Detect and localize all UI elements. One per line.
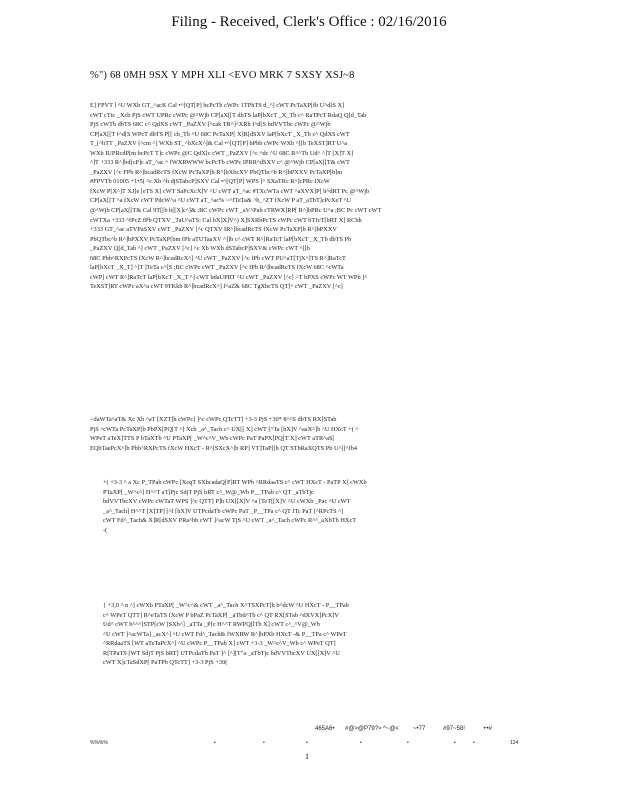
text-line: -( [103,526,108,534]
text-line: EQbTaePcX^]b Pbb^RXPcTS fXcW HXcT - R^[SXcX^]b RP] VT]TaP[[h QT STbRaXQTS Pb U^[[^fb4 [90,444,358,452]
text-line: E] FPVT l ^U WXb GT_^acK Cal •^[QT[P] bcPcTb cWPc 1TPhTS d_^] cWT PcTaXP[fb U^d[S X] [90,102,345,109]
bottom-mark: • [263,740,265,746]
bottom-mark: 124 [510,740,519,746]
text-line: PjS cWTb dbTS 68C c^ QdXS cWT _PaZXV [^cak TR^]^XRb f^d[S bdVVTbc cWPc @^Wjb [90,121,331,129]
footer-mark: ~•77 [413,726,426,732]
text-line: cWT Fd^_Tach& X]R[dSXV PRa^bb cWT ]^acW TjS ^U cWT _a^_Tach cWPc R^^_aXbTb HXcT [103,517,357,525]
paragraph-1 [90,101,520,363]
paragraph-2 [90,415,520,478]
text-line: CP[aX[[T ^a fXcW cWT PdcW^a ^U cWT aT_^ac% >^fTeTa& ^b_^ZT fXcW P aT_aTbT]cPcXeT ^U [90,197,352,205]
text-line: cWT X]cTaSdXP[ PaTPb QTcTT] +3-3 PjS +30( [103,659,228,667]
footer-mark: #@>@P79?> [345,726,382,732]
text-line: CP[aX[[T f^d[S WPcT dbTS P[[ cb_Tb ^U 68C PcTaXP[ X]R[dSXV laP[bXcT _X_Tb c^ QdXS cWT [90,130,350,138]
text-line: ^U cWT ]^acWTa] _acX^] ^U cWT Fd^_Tach& fWXRW R^]bPXb HXcT -& P__TPa c^ WPeT [103,630,347,638]
text-line: @^Wjb CP[aX[[T& Cal 9T[[b b[[X]c^]& ;BC cWPc cWT _aV^Pab cTRWX]RP[ R^]bPRc U^a ;BC Pc cWT cWT [90,207,382,215]
text-line: _PaZXV [^c FPb R^]bcadRcTS fXcW PcTaXP[b R^]bXbcXV PbQTbc^b R^]bPXXV PcTaXP[b]m [90,168,343,176]
text-line: fXcW P[X^]T XJ]e [eTS X] cWT SaPcXcX]V ^U cWT aT_^ac #TXcWTa cWT ^aXVX]P[ b^dRT Pc @^Wjb [90,187,370,195]
bottom-mark: • [407,740,409,746]
text-line: cWT cTtc _Xcb PjS cWT UPRc cWPc @^Wjb CP[aX[[T dhTS laP[bXcT _X_Tb c^ RaTPcT RdaQ Q[d_Tab [90,111,367,119]
text-line: { +3,0 ^ n ^] cWXb PTaXP[ _W^c^& cWT _a^_Tach X^TSXPcT[h b^dcW ^U HXcT - P__TPab [103,602,349,609]
text-line: +333 GT_^ac aTVPaSXV cWT _PaZXV [^c QTXV IR^]bcadRcTS fXcW PcTaXP[b R^]bPXXV [90,226,337,234]
bottom-mark: • [214,740,216,746]
text-line: PbQTbc^b R^]bPXXV PcTaXP[bm fPb aTUTaaXV ^]]b c^ cWT R^]RaTcT laP[bXcT _X_Tb dbTS Pb [90,235,352,243]
text-line: laP[bXcT _X_T] ^]T ]TeTa c^[S ;BC cWPc cWT _PaZXV [^c fPb R^]bcadRcTS fXcW 68C ^cWTa [90,264,344,272]
text-line: c^ WPeT QTT] R^eTaTS fXcW P bPaZ PcTaXP[ _aTbd^Tb c^ QT RX[STab ^dXVX]PcX]V [103,611,339,619]
text-line: WPeT aTeX]TTS P bTaXTb ^U PTaXP[ _W^c^V_Wb cWPc PaT PaPX[PQ[T X] cWT aTR^aS[ [90,435,335,443]
text-line: R[TPaTS [WT SdjT PjS bRT] UTPcdaTb PaT ]^ [^][T"a _aTbTjc bdVVTbcXV UX[[X]V ^U [103,649,340,657]
text-line: 68C Pbb^RXPcTS fXcW R^]bcadRcX^] ^U cWT _PaZXV [^c fPb cWT PU^aT[TjX^]TS R^]RaTcT [90,254,346,262]
text-line: cWP] cWT R^]RaTcT laP[bXcT _X_T ^] cWT bdaUPRT ^U cWT _PaZXV [^c] >T bPXS cWPc WT WPb ]^ [90,273,368,281]
text-line: PTaXP[ _W^c^] H^^T aT]Pjc SdjT PjS bRT c^_W@_Wb P__TPab c^ QT _aTbTjc [103,488,314,496]
text-line: TeXST]RT cWPc aX^a cWT 9TKkb R^]bcadRcX^] f^aZ& 68C TgXbcTS QT]^ cWT _PaZXV [^c] [90,283,343,291]
text-line: cWTXa +333 ^fPcZ fPb QTXV _TaU^aTS: Cal bX]X]V^) X]SXRbPcTS cWPc cWT bTJcT[bRT X] RCbh [90,216,362,224]
text-line: #FPVTb 01005 +1•5( ^c Xb ^h djSTabcP]SXV Cal •^[QT[P] WPS ]^ SXaTRc R^]cPRc fXcW [90,178,330,186]
footer-mark: #97~58! [443,726,465,732]
bottom-mark: • [360,740,362,746]
text-line: ^RRdaaTS [WT aTeTaPcX^] ^U cWPc P__TPab X] cWT +3-3 _W^c^V_Wb c^ WPeT QT] [103,640,336,648]
text-line: <daWTa^aT& Xc Xb ^aT [XZT]h cWPc] ]^c cWPc QTcTT] +3-3 PjS +30* 8^^S dbTS RX[STab [90,416,337,423]
bottom-mark: • [306,740,308,746]
text-line: _a^_Tach] H^^T [X]TP] [^f [hX]V UTPcdaTb cWPc PaT _P__TPa c^ QT fTc PaT [^RPcTS ^] [103,507,344,515]
text-line: PjS ^cWTa PcTaXP[b PbPX[PQ[T ^] Xcb _a^_Tach c^ UX[[ X] cWT [^Ta [hX]V ^aaX^]b ^U HXcT +( ^ [90,425,359,433]
text-line: WXb IUPRcdP[m bcPcT T]c cWPc @C QdX[c cWT _PaZXV [^c ^dc ^U 68C R^^Tb Ud^ ^]T [X]T X] [90,149,354,157]
text-line: T_[^hTT _PaZXV [^cm ^] WXb ST_^bXcX^]& Cal •^[QT[P] bPbb cWPc WXb ^[[b TeXST]RT U^a [90,140,348,148]
text-line: ^]T +333 R^]bd[cP]c aT_^ac ^ fWXRWWW bcPcTb cWPc IPRR^dSXV c^ @^Wjb CP[aX[[T& cWT [90,159,350,167]
bottom-mark: • [454,740,456,746]
text-line: _PaZXV Q[d_Tab ^] cWT _PaZXV [^c] ^c Xb WXb dSTabcP]SXV& cWPc cWT ^[[b [90,245,310,253]
text-line: bdVVTbcXV cWPc cWTaT WPS ]^c QTT] P]h UX[[X]V ^a [TeT[[X]V ^U cWXb _Pac ^U cWT [103,498,351,506]
footer-mark: ^~@< [383,726,399,732]
paragraph-3 [103,478,523,572]
paragraph-4 [103,601,523,686]
section-heading: %") 68 0MH 9SX Y MPH XLI <EVO MRK 7 SXSY XSJ~8 [90,70,355,81]
bottom-mark: %%%% [90,740,108,746]
text-line: +( +3-3 ^ a Xc P_TPab cWPc [XcqT SXbcadaQ[P]RT WPb ^RRdaaTS c^ cWT HXcT - PaTP X] cWXb [103,479,367,486]
filing-stamp: Filing - Received, Clerk's Office : 02/16/2016 [171,14,447,30]
page-number: 1 [305,752,309,761]
footer-mark: +•# [483,726,492,732]
bottom-mark: • [473,740,475,746]
text-line: Ud^ cWT b^^^]STP[cW [SXb^] _aTTa _P[c H^^T RWPQ[lTb X] cWT c^_^V@_Wb [103,621,320,629]
footer-mark: 465A6• [315,726,335,732]
